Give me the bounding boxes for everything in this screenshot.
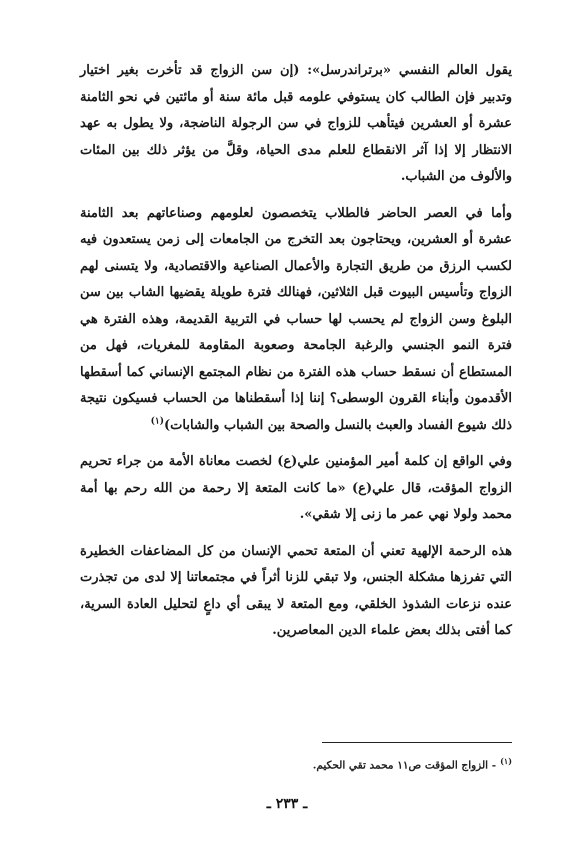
paragraph-1-text: يقول العالم النفسي «برتراندرسل»: (إن سن الزواج قد تأخرت بغير اختيار وتدبير فإن الطالب كان يستوفي علومه قبل مائة سنة أو مائتين في نحو الثامنة عشرة أو العشرين فيتأهب للزواج في سن الرجولة الناضجة، ولا يطول به عهد الانتظار إلا إذا آثر الانقطاع للعلم مدى الحياة، وقلَّ من يؤثر ذلك بين المئات والألوف من الشباب.: [80, 63, 512, 184]
page-number: ـ ٢٣٣ ـ: [266, 796, 308, 812]
footnote-number: (١): [500, 756, 512, 766]
paragraph-2: [80, 201, 512, 440]
paragraph-3: [80, 449, 512, 529]
footnote: [180, 756, 512, 772]
paragraph-2-text: وأما في العصر الحاضر فالطلاب يتخصصون لعلومهم وصناعاتهم بعد الثامنة عشرة أو العشرين، ويحتاجون بعد التخرج من الجامعات إلى زمن يستعدون فيه لكسب الرزق من طريق التجارة والأعمال الصناعية والاقتصادية، ولا يتسنى لهم الزواج وتأسيس البيوت قبل الثلاثين، فهنالك فترة طويلة يقضيها الشاب بين سن البلوغ وسن الزواج لم يحسب لها حساب في التربية القديمة، وهذه الفترة هي فترة النمو الجنسي والرغبة الجامحة وصعوبة المقاومة للمغريات، فهل من المستطاع أن نسقط حساب هذه الفترة من نظام المجتمع الإنساني كما أسقطها الأقدمون وأبناء القرون الوسطى؟ إننا إذا أسقطناها من الحساب فسيكون نتيجة ذلك شيوع الفساد والعبث بالنسل والصحة بين الشباب والشابات): [80, 205, 512, 433]
footnote-divider: [322, 742, 512, 743]
paragraph-4-text: هذه الرحمة الإلهية تعني أن المتعة تحمي الإنسان من كل المضاعفات الخطيرة التي تفرزها مشكلة الجنس، ولا تبقي للزنا أثراً في مجتمعاتنا إلا لدى من تجذرت عنده نزعات الشذوذ الخلقي، ومع المتعة لا يبقى أي داعٍ لتحليل العادة السرية، كما أفتى بذلك بعض علماء الدين المعاصرين.: [80, 543, 512, 638]
paragraph-1: [80, 58, 512, 191]
footnote-text: - الزواج المؤقت ص١١ محمد تقي الحكيم.: [312, 759, 497, 772]
main-text: [80, 58, 512, 645]
footnote-reference[interactable]: (١): [150, 416, 164, 427]
paragraph-3-text: وفي الواقع إن كلمة أمير المؤمنين علي(ع) لخصت معاناة الأمة من جراء تحريم الزواج المؤقت، قال علي(ع) «ما كانت المتعة إلا رحمة من الله رحم بها أمة محمد ولولا نهي عمر ما زنى إلا شقي».: [80, 454, 512, 522]
paragraph-4: [80, 539, 512, 645]
